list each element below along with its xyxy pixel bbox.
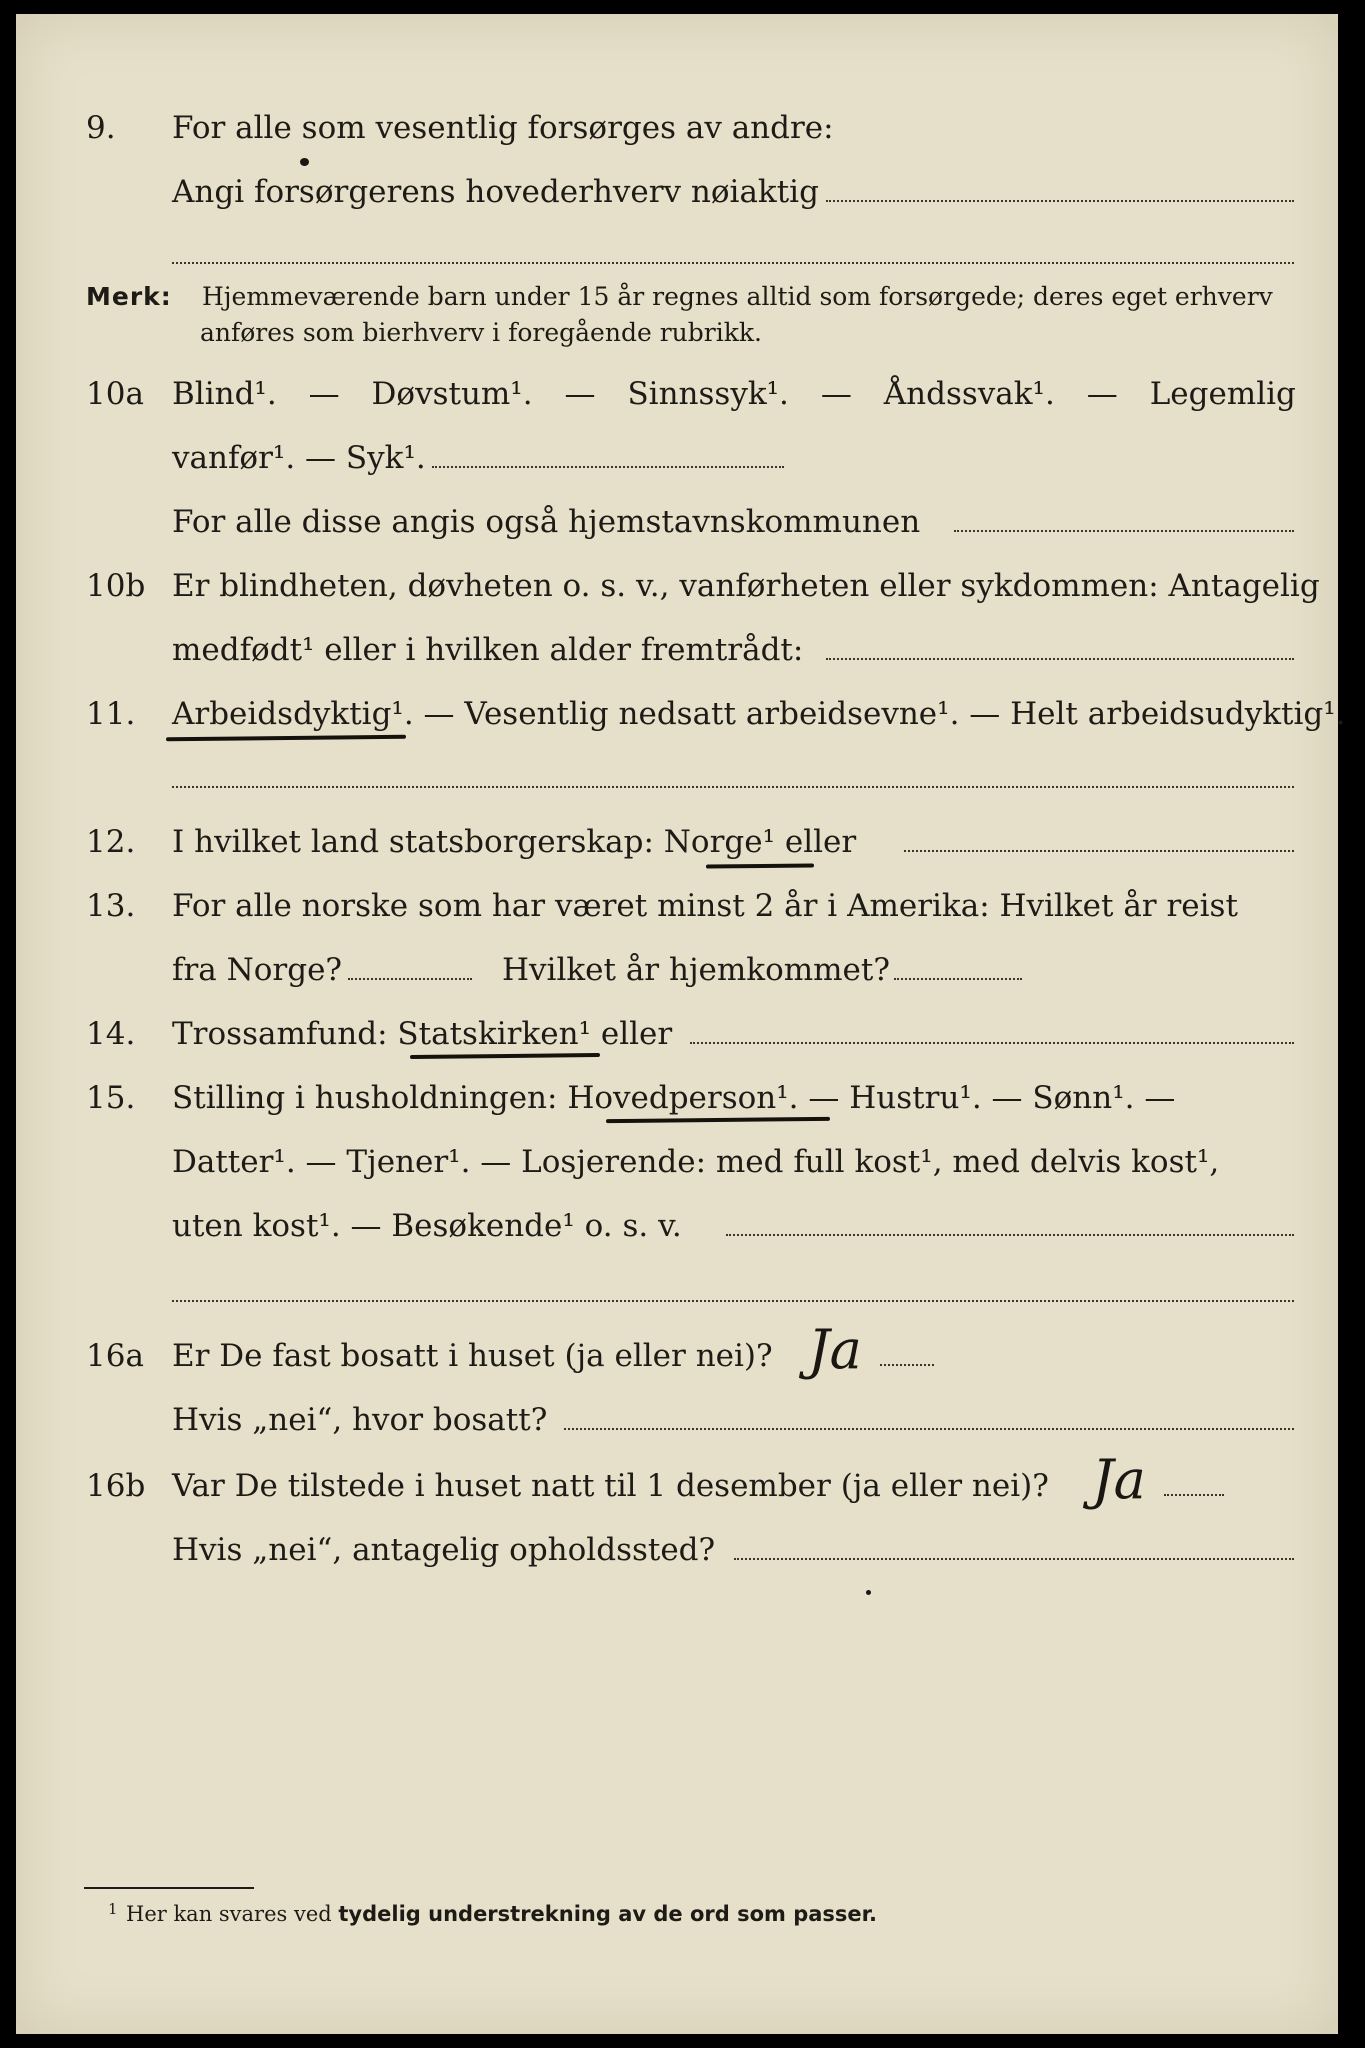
option-legemlig[interactable]: Legemlig [1149,376,1296,412]
footnote-rule [84,1887,254,1889]
q15-options-2[interactable]: Datter¹. — Tjener¹. — Losjerende: med full kost¹, med delvis kost¹, [172,1144,1220,1180]
q10b-row [0,556,1365,616]
ink-spot [866,1590,871,1595]
q11-number: 11. [86,696,136,732]
dash: — [564,376,596,412]
q10b-row-2 [0,620,1365,680]
option-norge[interactable]: Norge¹ [663,824,776,860]
option-statskirken[interactable]: Statskirken¹ [397,1016,591,1052]
footnote [108,1900,877,1926]
q16b-row-2 [0,1520,1365,1580]
q10a-home-municipality-label: For alle disse angis også hjemstavnskommunen [172,504,921,540]
q15-answer-line[interactable] [726,1234,1294,1236]
q12-row [0,812,1365,872]
q11-other-options[interactable]: — Vesentlig nedsatt arbeidsevne¹. — Helt arbeidsudyktig¹. [413,696,1346,732]
q11-separator [172,786,1294,788]
dash: — [820,376,852,412]
q13-returned-label: Hvilket år hjemkommet? [502,952,890,988]
merk-note [86,282,1273,311]
q16b-handwritten-answer: Ja [1092,1448,1146,1511]
option-andssvak[interactable]: Åndssvak¹. [883,376,1055,412]
footnote-marker: 1 [108,1900,118,1918]
q13-row [0,876,1365,936]
q16a-question: Er De fast bosatt i huset (ja eller nei)? [172,1338,773,1374]
q9-answer-line[interactable] [826,200,1294,202]
q9-answer-line-2[interactable] [172,262,1294,264]
q16a-answer-line[interactable] [880,1364,934,1366]
q16b-row [0,1456,1365,1516]
option-blind[interactable]: Blind¹. [172,376,277,412]
q16b-place-label: Hvis „nei“, antagelig opholdssted? [172,1532,716,1568]
option-sinnssyk[interactable]: Sinnssyk¹. [627,376,789,412]
q15-row-2 [0,1132,1365,1192]
q12-text [172,812,856,872]
q10b-question: Er blindheten, døvheten o. s. v., vanførheten eller sykdommen: Antagelig [172,568,1320,604]
q14-number: 14. [86,1016,136,1052]
q12-answer-line[interactable] [904,850,1294,852]
q16a-number: 16a [86,1338,144,1374]
q10a-row-2 [0,428,1365,488]
option-hovedperson[interactable]: Hovedperson¹. [567,1080,799,1116]
q16a-where-label: Hvis „nei“, hvor bosatt? [172,1402,548,1438]
q10a-home-answer-line[interactable] [954,530,1294,532]
q13-left-answer-line[interactable] [348,978,472,980]
q10a-options [172,364,1296,424]
q15-number: 15. [86,1080,136,1116]
q15-separator [172,1300,1294,1302]
ink-spot [300,158,309,166]
q14-question: Trossamfund: [172,1016,398,1052]
option-vanfor-syk[interactable]: vanfør¹. — Syk¹. [172,440,426,476]
q9-main-occupation-label: Angi forsørgerens hovederhverv nøiaktig [172,174,819,210]
q15-options-3[interactable]: uten kost¹. — Besøkende¹ o. s. v. [172,1208,682,1244]
dash: — [1086,376,1118,412]
footnote-text-a: Her kan svares ved [126,1902,339,1926]
q9-row-2 [0,162,1365,222]
q10a-sick-answer-line[interactable] [432,466,784,468]
q16b-answer-line[interactable] [1164,1494,1224,1496]
q16b-number: 16b [86,1468,146,1504]
q10b-answer-line[interactable] [826,658,1294,660]
q16a-where-answer-line[interactable] [564,1428,1294,1430]
q12-number: 12. [86,824,136,860]
q14-row [0,1004,1365,1064]
footnote-text-b: tydelig understrekning av de ord som passer. [338,1902,877,1926]
q16a-row [0,1326,1365,1386]
q13-number: 13. [86,888,136,924]
q9-question: For alle som vesentlig forsørges av andre: [172,110,834,146]
q15-other-options[interactable]: — Hustru¹. — Sønn¹. — [798,1080,1176,1116]
merk-text-2: anføres som bierhverv i foregående rubrikk. [200,318,762,347]
q13-question: For alle norske som har været minst 2 år i Amerika: Hvilket år reist [172,888,1238,924]
q16b-question: Var De tilstede i huset natt til 1 desember (ja eller nei)? [172,1468,1049,1504]
q9-number: 9. [86,110,116,146]
option-dovstum[interactable]: Døvstum¹. [371,376,533,412]
q13-returned-answer-line[interactable] [894,978,1022,980]
q16a-handwritten-answer: Ja [808,1318,862,1381]
q16b-place-answer-line[interactable] [734,1558,1294,1560]
dash: — [308,376,340,412]
option-arbeidsdyktig[interactable]: Arbeidsdyktig¹. [172,696,414,732]
q15-row-3 [0,1196,1365,1256]
q10a-row [0,364,1365,424]
merk-text-1: Hjemmeværende barn under 15 år regnes alltid som forsørgede; deres eget erhverv [202,282,1273,311]
q9-row [0,98,1365,158]
q16a-row-2 [0,1390,1365,1450]
q10b-question-2: medfødt¹ eller i hvilken alder fremtrådt: [172,632,804,668]
q11-row [0,684,1365,744]
q15-question: Stilling i husholdningen: [172,1080,568,1116]
q14-eller: eller [591,1016,673,1052]
q12-eller: eller [775,824,857,860]
q13-left-norway-label: fra Norge? [172,952,343,988]
q14-answer-line[interactable] [690,1042,1294,1044]
q10b-number: 10b [86,568,146,604]
q13-row-2 [0,940,1365,1000]
q10a-row-3 [0,492,1365,552]
merk-label: Merk: [86,282,172,311]
q12-question: I hvilket land statsborgerskap: [172,824,664,860]
q10a-number: 10a [86,376,144,412]
